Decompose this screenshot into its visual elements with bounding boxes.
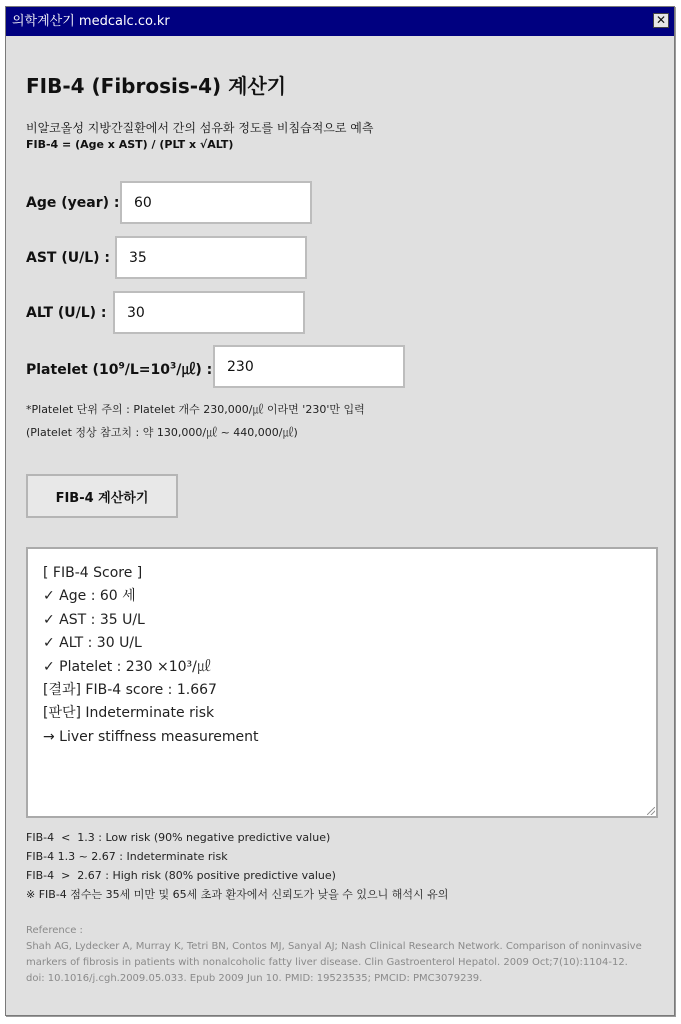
calculator-content bbox=[26, 36, 659, 1015]
risk-item: FIB-4 1.3 ~ 2.67 : Indeterminate risk bbox=[26, 850, 228, 863]
formula-text: FIB-4 = (Age x AST) / (PLT x √ALT) bbox=[26, 138, 234, 151]
reference-block bbox=[26, 923, 648, 987]
age-input[interactable] bbox=[120, 181, 312, 224]
result-line: ✓ AST : 35 U/L bbox=[43, 611, 145, 628]
alt-input[interactable] bbox=[113, 291, 305, 334]
risk-item: FIB-4 < 1.3 : Low risk (90% negative predictive value) bbox=[26, 831, 331, 844]
reference-heading: Reference : bbox=[26, 925, 83, 936]
alt-label: ALT (U/L) : bbox=[26, 305, 107, 321]
result-textarea[interactable] bbox=[26, 547, 658, 818]
platelet-label-mid: /L=10 bbox=[124, 362, 170, 378]
risk-item: FIB-4 > 2.67 : High risk (80% positive predictive value) bbox=[26, 869, 336, 882]
resize-grip-icon[interactable] bbox=[647, 807, 655, 815]
risk-caution: ※ FIB-4 점수는 35세 미만 및 65세 초과 환자에서 신뢰도가 낮을 수 있으니 해석시 유의 bbox=[26, 888, 449, 901]
risk-legend bbox=[26, 828, 448, 904]
result-line: [판단] Indeterminate risk bbox=[43, 705, 215, 722]
page-description: 비알코올성 지방간질환에서 간의 섬유화 정도를 비침습적으로 예측 bbox=[26, 121, 374, 135]
platelet-unit-note: *Platelet 단위 주의 : Platelet 개수 230,000/㎕ 이라면 '230'만 입력 bbox=[26, 403, 365, 416]
result-line: ✓ Age : 60 세 bbox=[43, 588, 136, 605]
result-line: ✓ ALT : 30 U/L bbox=[43, 635, 142, 652]
platelet-label-suffix: /㎕) : bbox=[176, 362, 213, 378]
page-title: FIB-4 (Fibrosis-4) 계산기 bbox=[26, 74, 287, 98]
result-line: → Liver stiffness measurement bbox=[43, 728, 259, 745]
result-line: [ FIB-4 Score ] bbox=[43, 565, 143, 581]
platelet-input[interactable] bbox=[213, 345, 405, 388]
ast-input[interactable] bbox=[115, 236, 307, 279]
platelet-label bbox=[26, 359, 212, 379]
platelet-label-sup1: 9 bbox=[118, 361, 125, 372]
window-titlebar bbox=[6, 7, 674, 36]
calculate-button[interactable]: FIB-4 계산하기 bbox=[26, 474, 178, 518]
close-icon[interactable]: ✕ bbox=[653, 13, 669, 28]
reference-text: Shah AG, Lydecker A, Murray K, Tetri BN, Contos MJ, Sanyal AJ; Nash Clinical Research Network. Comparison of noninvasive markers of fibrosis in patients with nonalcoholic fatty liver disease. Clin Gastroenterol Hepatol. 2009 Oct;7(10):1104-12. doi: 10.1016/j.cgh.2009.05.033. Epub 2009 Jun 10. PMID: 19523535; PMCID: PMC3079239. bbox=[26, 941, 642, 984]
platelet-range-note: (Platelet 정상 참고치 : 약 130,000/㎕ ~ 440,000/㎕) bbox=[26, 426, 298, 439]
ast-label: AST (U/L) : bbox=[26, 250, 111, 266]
age-label: Age (year) : bbox=[26, 195, 120, 211]
calculator-window bbox=[5, 6, 675, 1016]
platelet-label-prefix: Platelet (10 bbox=[26, 362, 119, 378]
result-line: [결과] FIB-4 score : 1.667 bbox=[43, 682, 217, 699]
result-line: ✓ Platelet : 230 ×10³/㎕ bbox=[43, 658, 211, 675]
window-title: 의학계산기 medcalc.co.kr bbox=[12, 14, 170, 29]
platelet-label-sup2: 3 bbox=[169, 361, 177, 372]
